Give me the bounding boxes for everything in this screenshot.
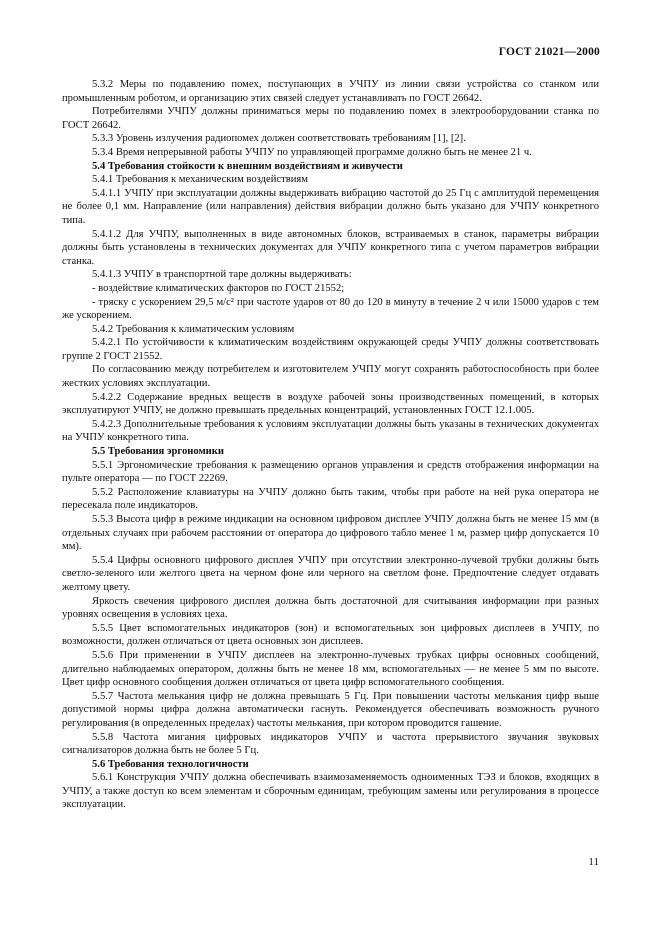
section-heading: 5.4 Требования стойкости к внешним воздействиям и живучести xyxy=(92,160,403,172)
paragraph: 5.5.5 Цвет вспомогательных индикаторов (зон) и вспомогательных зон цифровых дисплеев в УЧПУ, по возможности, должен отличаться от цвета основных зон дисплеев. xyxy=(62,622,599,648)
section-heading: 5.5 Требования эргономики xyxy=(92,446,224,458)
paragraph: Потребителями УЧПУ должны приниматься меры по подавлению помех в электрооборудовании станка по ГОСТ 26642. xyxy=(62,106,599,131)
paragraph: - тряску с ускорением 29,5 м/с² при частоте ударов от 80 до 120 в минуту в течение 2 ч или 15000 ударов с тем же ускорением. xyxy=(62,296,599,322)
paragraph: 5.4.1.1 УЧПУ при эксплуатации должны выдерживать вибрацию частотой до 25 Гц с амплитудой перемещения не более 0,1 мм. Направление (или направления) действия вибрации должно быть указано для УЧПУ конкретного типа. xyxy=(62,187,599,226)
paragraph: 5.5.4 Цифры основного цифрового дисплея УЧПУ при отсутствии электронно-лучевой трубки должны быть светло-зеленого или желтого цвета на черном фоне или черного на светлом фоне. Предпочтение следует отдавать желтому цвету. xyxy=(62,554,599,593)
paragraph: 5.4.1.3 УЧПУ в транспортной таре должны выдерживать: xyxy=(92,269,352,281)
paragraph: 5.4.2.3 Дополнительные требования к условиям эксплуатации должны быть указаны в технических документах на УЧПУ конкретного типа. xyxy=(62,418,599,444)
paragraph: 5.4.1 Требования к механическим воздействиям xyxy=(92,174,308,186)
page-number: 11 xyxy=(588,856,599,868)
document-body xyxy=(62,78,599,812)
section-heading: 5.6 Требования технологичности xyxy=(92,758,249,770)
paragraph: 5.5.2 Расположение клавиатуры на УЧПУ должно быть таким, чтобы при работе на ней рука оператора не пересекала поле индикаторов. xyxy=(62,486,599,512)
paragraph: Яркость свечения цифрового дисплея должна быть достаточной для считывания информации при разных уровнях освещения в условиях цеха. xyxy=(62,595,599,621)
paragraph: 5.4.2.2 Содержание вредных веществ в воздухе рабочей зоны производственных помещений, в которых эксплуатируют УЧПУ, не должно превышать предельных концентраций, установленных ГОСТ 12.1.005. xyxy=(62,391,599,417)
paragraph: 5.5.1 Эргономические требования к размещению органов управления и средств отображения информации на пульте оператора — по ГОСТ 22269. xyxy=(62,459,599,485)
paragraph: 5.3.2 Меры по подавлению помех, поступающих в УЧПУ из линии связи устройства со станком или промышленным роботом, и организацию этих связей следует устанавливать по ГОСТ 26642. xyxy=(62,79,599,104)
paragraph: - воздействие климатических факторов по ГОСТ 21552; xyxy=(92,282,345,294)
paragraph: 5.5.3 Высота цифр в режиме индикации на основном цифровом дисплее УЧПУ должна быть не менее 15 мм (в отдельных случаях при рабочем расстоянии от оператора до цифрового табло менее 1 м, размер цифр допускается 10 мм). xyxy=(62,514,599,553)
paragraph: По согласованию между потребителем и изготовителем УЧПУ могут сохранять работоспособность при более жестких условиях эксплуатации. xyxy=(62,364,599,390)
paragraph: 5.5.6 При применении в УЧПУ дисплеев на электронно-лучевых трубках цифры основных сообщений, длительно наблюдаемых оператором, должны быть не менее 18 мм, вспомогательных — не менее 5 мм по высоте. Цвет цифр основного сообщения должен отличаться от цвета цифр вспомогательного сообщения. xyxy=(62,649,599,689)
paragraph: 5.4.2.1 По устойчивости к климатическим воздействиям окружающей среды УЧПУ должны соответствовать группе 2 ГОСТ 21552. xyxy=(62,337,599,362)
paragraph: 5.6.1 Конструкция УЧПУ должна обеспечивать взаимозаменяемость одноименных ТЭЗ и блоков, входящих в УЧПУ, а также доступ ко всем элементам и сборочным единицам, требующим замены или регулирования в процессе эксплуатации. xyxy=(62,772,599,811)
paragraph: 5.5.7 Частота мелькания цифр не должна превышать 5 Гц. При повышении частоты мелькания цифр выше допустимой нормы цифра должна автоматически гаснуть. Рекомендуется обеспечивать возможность ручного регулирования (в определенных пределах) частоты мелькания, при котором проводится гашение. xyxy=(62,690,599,729)
paragraph: 5.5.8 Частота мигания цифровых индикаторов УЧПУ и частота прерывистого звучания звуковых сигнализаторов должна быть не более 5 Гц. xyxy=(62,731,599,757)
paragraph: 5.4.1.2 Для УЧПУ, выполненных в виде автономных блоков, встраиваемых в станок, параметры вибрации должны быть установлены в технических документах для УЧПУ конкретного типа с учетом параметров вибрации станка. xyxy=(62,228,599,267)
paragraph: 5.3.4 Время непрерывной работы УЧПУ по управляющей программе должно быть не менее 21 ч. xyxy=(92,146,532,158)
paragraph: 5.3.3 Уровень излучения радиопомех должен соответствовать требованиям [1], [2]. xyxy=(92,133,466,145)
paragraph: 5.4.2 Требования к климатическим условиям xyxy=(92,323,295,335)
page-header-standard-number: ГОСТ 21021—2000 xyxy=(498,46,600,58)
